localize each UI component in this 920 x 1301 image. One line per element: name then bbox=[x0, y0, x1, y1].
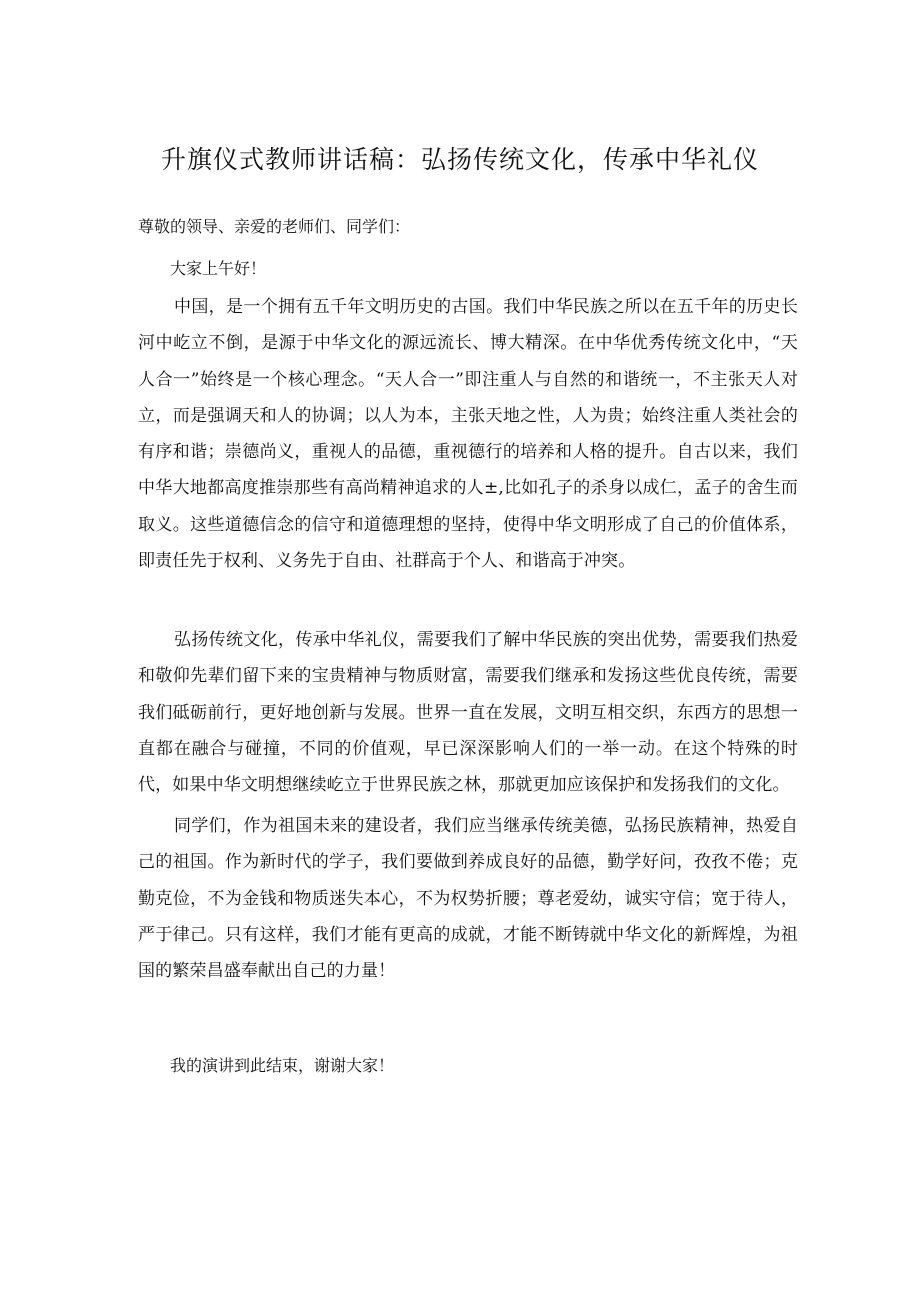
salutation: 尊敬的领导、亲爱的老师们、同学们： bbox=[138, 217, 411, 236]
body-paragraph: 弘扬传统文化，传承中华礼仪，需要我们了解中华民族的突出优势，需要我们热爱和敬仰先辈们留下来的宝贵精神与物质财富，需要我们继承和发扬这些优良传统，需要我们砥砺前行，更好地创新与发展。世界一直在发展，文明互相交织，东西方的思想一直都在融合与碰撞，不同的价值观，早已深深影响人们的一举一动。在这个特殊的时代，如果中华文明想继续屹立于世界民族之林，那就更加应该保护和发扬我们的文化。 bbox=[138, 630, 798, 796]
body-paragraph: 同学们，作为祖国未来的建设者，我们应当继承传统美德，弘扬民族精神，热爱自己的祖国。作为新时代的学子，我们要做到养成良好的品德，勤学好问，孜孜不倦；克勤克俭，不为金钱和物质迷失本心，不为权势折腰；尊老爱幼，诚实守信；宽于待人，严于律己。只有这样，我们才能有更高的成就，才能不断铸就中华文化的新辉煌，为祖国的繁荣昌盛奉献出自己的力量！ bbox=[138, 816, 798, 982]
body-paragraph: 中国，是一个拥有五千年文明历史的古国。我们中华民族之所以在五千年的历史长河中屹立不倒，是源于中华文化的源远流长、博大精深。在中华优秀传统文化中，“天人合一”始终是一个核心理念。“天人合一”即注重人与自然的和谐统一，不主张天人对立，而是强调天和人的协调；以人为本，主张天地之性，人为贵；始终注重人类社会的有序和谐；崇德尚义，重视人的品德，重视德行的培养和人格的提升。自古以来，我们中华大地都高度推崇那些有高尚精神追求的人±,比如孔子的杀身以成仁，孟子的舍生而取义。这些道德信念的信守和道德理想的坚持，使得中华文明形成了自己的价值体系，即责任先于权利、义务先于自由、社群高于个人、和谐高于冲突。 bbox=[138, 297, 798, 572]
greeting: 大家上午好！ bbox=[170, 259, 267, 278]
closing-line: 我的演讲到此结束，谢谢大家！ bbox=[170, 1056, 395, 1075]
document-title: 升旗仪式教师讲话稿：弘扬传统文化，传承中华礼仪 bbox=[160, 145, 759, 174]
